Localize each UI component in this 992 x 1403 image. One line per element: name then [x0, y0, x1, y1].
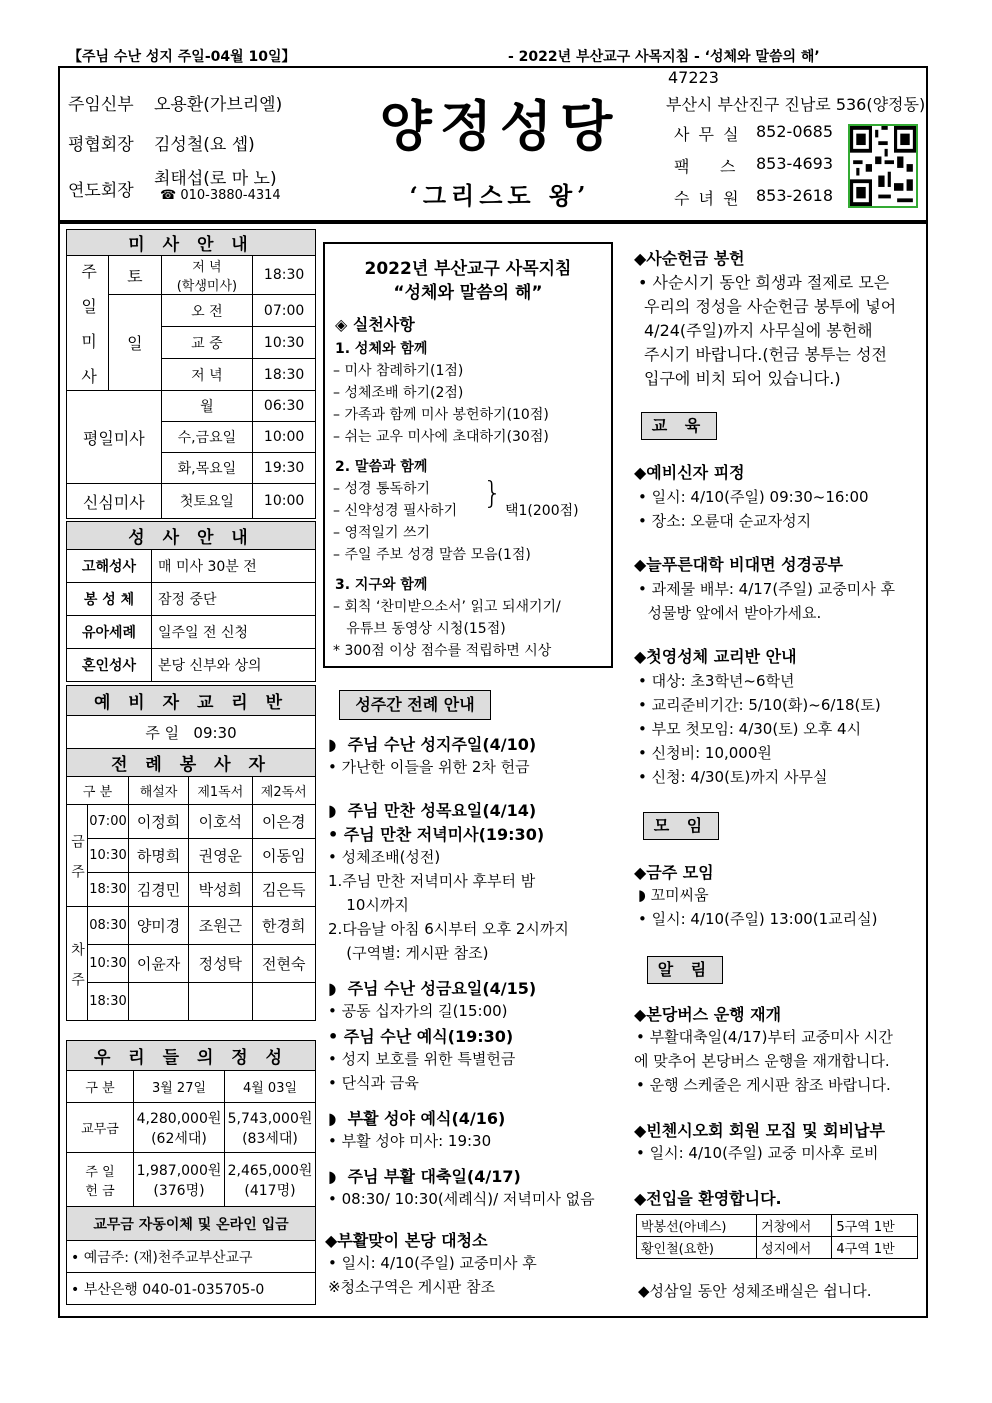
server-name: 양미경	[129, 907, 189, 945]
lent-offering-text: 주시기 바랍니다.(헌금 봉투는 성전	[644, 345, 887, 364]
sacrament-name: 혼인성사	[67, 649, 152, 682]
fax-number: 853-4693	[756, 154, 834, 173]
first-communion-title: ◆첫영성체 교리반 안내	[634, 647, 797, 666]
practice-item: – 쉬는 교우 미사에 초대하기(30점)	[333, 429, 549, 445]
servers-header: 해설자	[129, 777, 189, 805]
liturgy-item: 1.주님 만찬 저녁미사 후부터 밤	[328, 872, 536, 890]
first-communion-info: • 부모 첫모임: 4/30(토) 오후 4시	[638, 720, 862, 738]
sunday-mass-label: 주 일 미 사	[67, 256, 109, 391]
server-name: 김은득	[252, 873, 315, 907]
meeting-tag: 모 임	[643, 812, 719, 840]
council-name: 김성철(요 셉)	[154, 135, 255, 155]
office-phone: 852-0685	[756, 122, 834, 141]
elder-study-info: • 과제물 배부: 4/17(주일) 교중미사 후	[638, 580, 896, 598]
servers-title: 전 례 봉 사 자	[67, 749, 316, 777]
offering-table	[66, 1040, 316, 1305]
youth-label: 연도회장	[68, 181, 134, 201]
meeting-info: • 일시: 4/10(주일) 13:00(1교리실)	[638, 910, 878, 928]
sacrament-title: 성 사 안 내	[67, 522, 316, 550]
sacrament-name: 고해성사	[67, 550, 152, 583]
adoration-notice: ◆성삼일 동안 성체조배실은 쉽니다.	[638, 1282, 872, 1300]
weekday-mass-time: 19:30	[253, 453, 316, 484]
server-name: 김경민	[129, 873, 189, 907]
lent-offering-text: • 사순시기 동안 희생과 절제로 모은	[638, 273, 890, 292]
sacrament-name: 유아세례	[67, 616, 152, 649]
offering-value: 2,465,000원 (417명)	[225, 1153, 316, 1207]
section-earth: 3. 지구와 함께	[335, 577, 428, 593]
liturgy-heading: ◆부활맞이 본당 대청소	[325, 1231, 488, 1250]
youth-name: 최태섭(로 마 노)	[154, 169, 277, 189]
offering-value: 1,987,000원 (376명)	[134, 1153, 225, 1207]
parish-subtitle: ‘그리스도 왕’	[409, 181, 591, 210]
newcomer-name: 박봉선(아녜스)	[637, 1215, 757, 1237]
offering-title: 우 리 들 의 정 성	[67, 1041, 316, 1071]
council-label: 평협회장	[68, 135, 134, 155]
server-name	[189, 983, 252, 1021]
sacrament-info: 일주일 전 신청	[152, 616, 316, 649]
server-name: 이은경	[252, 805, 315, 839]
section-word: 2. 말씀과 함께	[335, 459, 428, 475]
weekday-mass-time: 10:00	[253, 422, 316, 453]
offering-value: 4,280,000원 (62세대)	[134, 1103, 225, 1153]
practice-item: – 회칙 ‘찬미받으소서’ 읽고 되새기기/	[333, 599, 561, 615]
bus-title: ◆본당버스 운행 재개	[634, 1005, 782, 1024]
weekday-mass-day: 화,목요일	[161, 453, 253, 484]
catechumen-table	[66, 685, 316, 749]
elder-study-title: ◆늘푸른대학 비대면 성경공부	[634, 555, 843, 574]
server-time: 10:30	[88, 839, 129, 873]
server-name: 전현숙	[252, 945, 315, 983]
sacrament-info: 잠정 중단	[152, 583, 316, 616]
practice-item: – 주일 주보 성경 말씀 모음(1점)	[333, 547, 531, 563]
liturgy-item: 10시까지	[332, 896, 409, 914]
liturgy-item: (구역별: 게시판 참조)	[332, 944, 489, 962]
sun-mass-label: 저 녁	[161, 359, 253, 391]
youth-phone: ☎ 010-3880-4314	[160, 188, 281, 203]
sacrament-name: 봉 성 체	[67, 583, 152, 616]
server-name: 한경희	[252, 907, 315, 945]
mass-table	[66, 229, 316, 519]
liturgy-item: 2.다음날 아침 6시부터 오후 2시까지	[328, 920, 569, 938]
liturgy-tag: 성주간 전례 안내	[339, 690, 491, 720]
servers-header: 구 분	[67, 777, 129, 805]
first-communion-info: • 교리준비기간: 5/10(화)~6/18(토)	[638, 696, 881, 714]
first-communion-info: • 신청비: 10,000원	[638, 744, 772, 762]
bus-info: • 운행 스케줄은 게시판 참조 바랍니다.	[636, 1076, 891, 1094]
bus-info: 에 맞추어 본당버스 운행을 재개합니다.	[634, 1052, 890, 1070]
lent-offering-text: 입구에 비치 되어 있습니다.)	[644, 369, 841, 388]
qr-code-icon[interactable]	[848, 124, 918, 208]
convent-label: 수 녀 원	[674, 189, 741, 208]
liturgy-item: ※청소구역은 게시판 참조	[328, 1278, 496, 1296]
retreat-info: • 일시: 4/10(주일) 09:30~16:00	[638, 488, 869, 506]
weekday-mass-label: 평일미사	[67, 391, 162, 484]
award-note: * 300점 이상 점수를 적립하면 시상	[333, 643, 552, 659]
server-name	[252, 983, 315, 1021]
devotion-mass-time: 10:00	[253, 484, 316, 519]
newcomer-name: 황인철(요한)	[637, 1237, 757, 1259]
server-time: 08:30	[88, 907, 129, 945]
server-name: 조원근	[189, 907, 252, 945]
newcomer-from: 성지에서	[757, 1237, 832, 1259]
next-week-label: 차 주	[67, 907, 88, 1021]
liturgy-heading: • 주님 수난 예식(19:30)	[328, 1027, 514, 1046]
server-name: 이호석	[189, 805, 252, 839]
first-communion-info: • 대상: 초3학년~6학년	[638, 672, 795, 690]
sat-label: 토	[109, 256, 161, 295]
catechumen-time: 주 일 09:30	[67, 716, 316, 749]
diocese-motto: - 2022년 부산교구 사목지침 - ‘성체와 말씀의 해’	[508, 49, 820, 65]
account-holder: • 예금주: (재)천주교부산교구	[67, 1241, 316, 1273]
servers-header: 제2독서	[252, 777, 315, 805]
server-name	[129, 983, 189, 1021]
auto-transfer-title: 교무금 자동이체 및 온라인 입금	[67, 1207, 316, 1241]
servers-table	[66, 748, 316, 1021]
parish-title: 양정성당	[379, 94, 621, 158]
sun-mass-label: 교 중	[161, 327, 253, 359]
practice-item: – 성체조배 하기(2점)	[333, 385, 464, 401]
meeting-info: ◗ 꼬미씨움	[638, 886, 709, 904]
offering-value: 5,743,000원 (83세대)	[225, 1103, 316, 1153]
sacrament-table	[66, 521, 316, 682]
brace-icon: }	[483, 476, 503, 511]
word-choice-score: 택1(200점)	[505, 503, 579, 519]
server-name: 이윤자	[129, 945, 189, 983]
issue-date: 【주님 수난 성지 주일-04월 10일】	[68, 49, 296, 65]
sun-label: 일	[109, 295, 161, 391]
weekly-meeting-title: ◆금주 모임	[634, 863, 714, 882]
header-box	[58, 66, 928, 222]
guideline-heading: 2022년 부산교구 사목지침	[364, 259, 572, 279]
practice-item: – 신약성경 필사하기	[333, 503, 458, 519]
notice-tag: 알 림	[647, 956, 723, 984]
practice-heading: ◈ 실천사항	[335, 315, 415, 334]
section-eucharist: 1. 성체와 함께	[335, 341, 428, 357]
liturgy-item: • 성체조배(성전)	[328, 848, 441, 866]
office-label: 사 무 실	[674, 125, 741, 144]
convent-phone: 853-2618	[756, 186, 834, 205]
sacrament-info: 매 미사 30분 전	[152, 550, 316, 583]
sun-mass-label: 오 전	[161, 295, 253, 327]
offering-label: 주 일 헌 금	[67, 1153, 134, 1207]
liturgy-item: • 일시: 4/10(주일) 교중미사 후	[328, 1254, 537, 1272]
liturgy-item: • 성지 보호를 위한 특별헌금	[328, 1050, 516, 1068]
weekday-mass-day: 수,금요일	[161, 422, 253, 453]
server-time: 10:30	[88, 945, 129, 983]
vincent-title: ◆빈첸시오회 회원 모집 및 회비납부	[634, 1121, 885, 1140]
weekday-mass-day: 월	[161, 391, 253, 422]
liturgy-heading: ◗ 주님 만찬 성목요일(4/14)	[328, 801, 537, 820]
welcome-table	[636, 1214, 918, 1259]
vincent-info: • 일시: 4/10(주일) 교중 미사후 로비	[636, 1144, 879, 1162]
liturgy-heading: ◗ 주님 수난 성금요일(4/15)	[328, 979, 537, 998]
liturgy-item: • 공동 십자가의 길(15:00)	[328, 1002, 508, 1020]
server-time: 07:00	[88, 805, 129, 839]
lent-offering-title: ◆사순헌금 봉헌	[634, 249, 745, 268]
liturgy-item: • 가난한 이들을 위한 2차 헌금	[328, 758, 530, 776]
liturgy-item: • 08:30/ 10:30(세례식)/ 저녁미사 없음	[328, 1190, 595, 1208]
weekday-mass-time: 06:30	[253, 391, 316, 422]
practice-item: 유튜브 동영상 시청(15점)	[333, 621, 506, 637]
guideline-box	[323, 242, 613, 668]
sun-mass-time: 07:00	[253, 295, 316, 327]
newcomer-zone: 4구역 1반	[832, 1237, 918, 1259]
liturgy-heading: ◗ 부활 성야 예식(4/16)	[328, 1109, 506, 1128]
bus-info: • 부활대축일(4/17)부터 교중미사 시간	[636, 1028, 893, 1046]
liturgy-item: • 단식과 금육	[328, 1074, 419, 1092]
offering-header: 구 분	[67, 1071, 134, 1103]
servers-header: 제1독서	[189, 777, 252, 805]
newcomer-from: 거창에서	[757, 1215, 832, 1237]
mass-title: 미 사 안 내	[67, 230, 316, 256]
sacrament-info: 본당 신부와 상의	[152, 649, 316, 682]
first-communion-info: • 신청: 4/30(토)까지 사무실	[638, 768, 828, 786]
liturgy-heading: ◗ 주님 수난 성지주일(4/10)	[328, 735, 537, 754]
server-name: 권영운	[189, 839, 252, 873]
server-name: 하명희	[129, 839, 189, 873]
devotion-mass-day: 첫토요일	[161, 484, 253, 519]
devotion-mass-label: 신심미사	[67, 484, 162, 519]
server-name: 이정희	[129, 805, 189, 839]
sat-mass-label: 저 녁 (학생미사)	[161, 256, 253, 295]
sat-mass-time: 18:30	[253, 256, 316, 295]
offering-header: 4월 03일	[225, 1071, 316, 1103]
lent-offering-text: 우리의 정성을 사순헌금 봉투에 넣어	[644, 297, 897, 316]
sun-mass-time: 10:30	[253, 327, 316, 359]
server-name: 이동임	[252, 839, 315, 873]
offering-header: 3월 27일	[134, 1071, 225, 1103]
pastor-label: 주임신부	[68, 95, 134, 115]
fax-label: 팩 스	[674, 157, 736, 176]
liturgy-item: • 부활 성야 미사: 19:30	[328, 1132, 492, 1150]
server-name: 박성희	[189, 873, 252, 907]
practice-item: – 가족과 함께 미사 봉헌하기(10점)	[333, 407, 549, 423]
welcome-title: ◆전입을 환영합니다.	[634, 1189, 782, 1208]
server-time: 18:30	[88, 983, 129, 1021]
pastor-name: 오용환(가브리엘)	[154, 95, 283, 115]
offering-label: 교무금	[67, 1103, 134, 1153]
catechumen-title: 예 비 자 교 리 반	[67, 686, 316, 716]
liturgy-heading: ◗ 주님 부활 대축일(4/17)	[328, 1167, 521, 1186]
education-tag: 교 육	[641, 412, 717, 440]
elder-study-info: 성물방 앞에서 받아가세요.	[638, 604, 822, 622]
newcomer-zone: 5구역 1반	[832, 1215, 918, 1237]
practice-item: – 영적일기 쓰기	[333, 525, 431, 541]
practice-item: – 성경 통독하기	[333, 481, 431, 497]
this-week-label: 금 주	[67, 805, 88, 907]
lent-offering-text: 4/24(주일)까지 사무실에 봉헌해	[644, 321, 873, 340]
retreat-title: ◆예비신자 피정	[634, 463, 745, 482]
server-name: 정성탁	[189, 945, 252, 983]
bank-account: • 부산은행 040-01-035705-0	[67, 1273, 316, 1305]
zip-code: 47223	[668, 68, 719, 87]
liturgy-heading: • 주님 만찬 저녁미사(19:30)	[328, 825, 545, 844]
retreat-info: • 장소: 오륜대 순교자성지	[638, 512, 812, 530]
server-time: 18:30	[88, 873, 129, 907]
practice-item: – 미사 참례하기(1점)	[333, 363, 464, 379]
guideline-theme: “성체와 말씀의 해”	[393, 283, 543, 303]
sun-mass-time: 18:30	[253, 359, 316, 391]
address: 부산시 부산진구 진남로 536(양정동)	[666, 95, 926, 114]
